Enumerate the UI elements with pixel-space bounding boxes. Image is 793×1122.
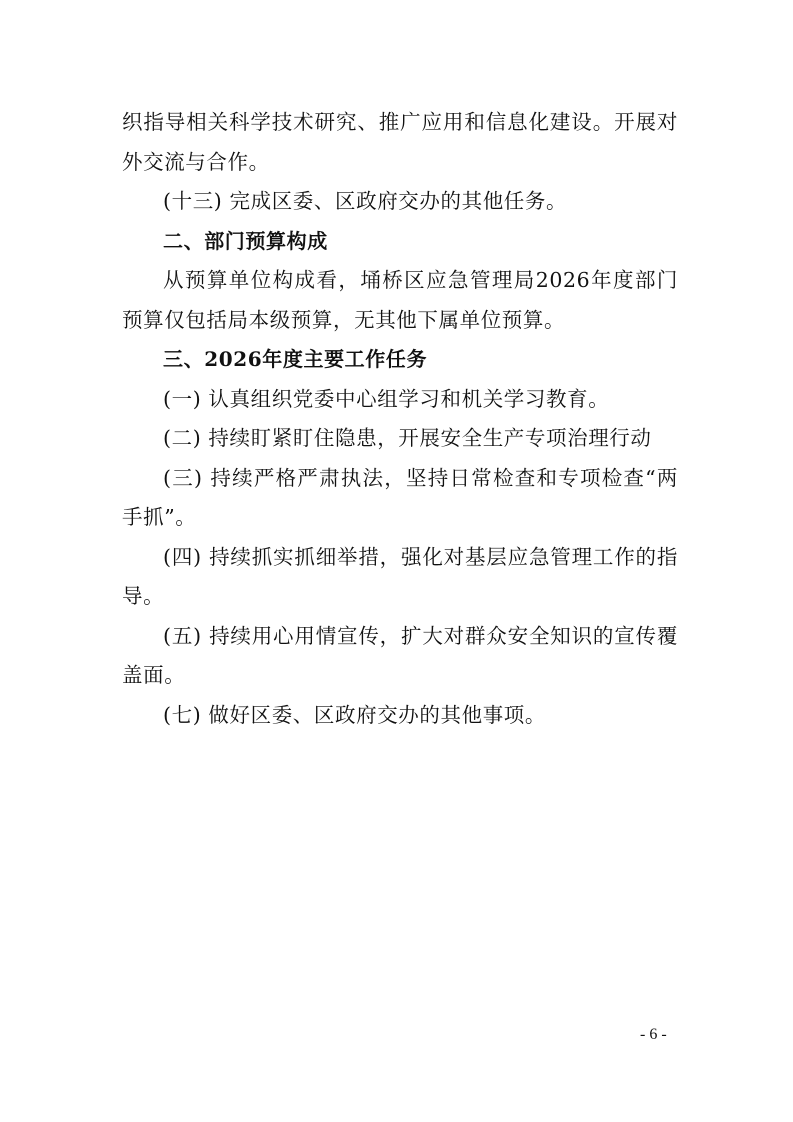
task-item-1: (一) 认真组织党委中心组学习和机关学习教育。 (163, 386, 610, 411)
section-heading-budget-composition: 二、部门预算构成 (163, 228, 328, 253)
task-item-2: (二) 持续盯紧盯住隐患，开展安全生产专项治理行动 (163, 426, 652, 450)
paragraph-item-13: (十三) 完成区委、区政府交办的其他任务。 (163, 189, 568, 213)
task-item-7: (七) 做好区委、区政府交办的其他事项。 (163, 702, 547, 727)
paragraph-budget-units: 从预算单位构成看，埇桥区应急管理局2026年度部门预算仅包括局本级预算，无其他下属单位预算。 (122, 268, 678, 332)
page-body (122, 103, 678, 735)
page-number: - 6 - (640, 1026, 667, 1043)
task-item-5: (五) 持续用心用情宣传，扩大对群众安全知识的宣传覆盖面。 (122, 623, 678, 687)
task-item-4: (四) 持续抓实抓细举措，强化对基层应急管理工作的指导。 (122, 544, 678, 608)
paragraph-continuation: 织指导相关科学技术研究、推广应用和信息化建设。开展对外交流与合作。 (122, 110, 678, 174)
task-item-3: (三) 持续严格严肃执法，坚持日常检查和专项检查“两手抓”。 (122, 465, 678, 529)
section-heading-main-tasks: 三、2026年度主要工作任务 (163, 347, 428, 371)
